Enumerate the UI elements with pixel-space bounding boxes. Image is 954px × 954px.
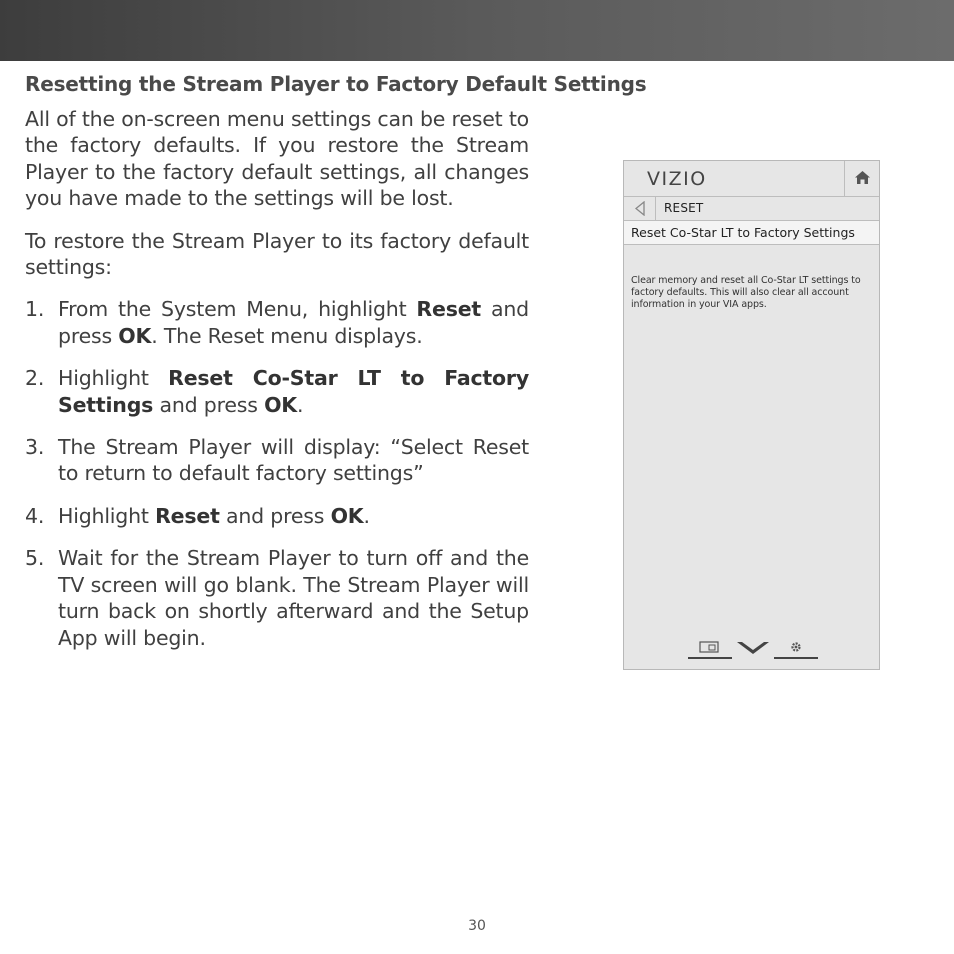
step-item: 1. From the System Menu, highlight Reset and press OK. The Reset menu displays.	[25, 297, 529, 348]
step-number: 5.	[25, 546, 45, 571]
lead-paragraph: To restore the Stream Player to its factory default settings:	[25, 228, 529, 280]
button-term: OK	[330, 503, 364, 528]
button-term: OK	[118, 323, 152, 348]
vizio-logo: VIZIO	[647, 168, 707, 190]
v-logo-icon	[736, 638, 770, 658]
step-item: 2. Highlight Reset Co-Star LT to Factory Settings and press OK.	[25, 366, 529, 417]
step-number: 4.	[25, 503, 45, 528]
header-bar	[0, 0, 954, 61]
instructions	[25, 106, 529, 667]
intro-paragraph: All of the on-screen menu settings can be reset to the factory defaults. If you restore the Stream Player to the factory default settings, all changes you have made to the settings will be lost.	[25, 107, 529, 211]
menu-term: Reset Co-Star LT to Factory Settings	[58, 366, 529, 417]
menu-title: RESET	[664, 201, 704, 215]
vizio-v-button[interactable]	[736, 638, 770, 659]
step-number: 2.	[25, 366, 45, 391]
page-number: 30	[468, 918, 486, 934]
menu-header	[624, 161, 879, 197]
menu-item-label: Reset Co-Star LT to Factory Settings	[631, 225, 855, 240]
step-number: 1.	[25, 297, 45, 322]
steps-list	[25, 296, 529, 650]
step-number: 3.	[25, 435, 45, 460]
home-icon	[854, 170, 871, 185]
menu-nav-row	[624, 197, 879, 221]
section-heading: Resetting the Stream Player to Factory Default Settings	[25, 72, 647, 96]
home-button[interactable]	[844, 161, 879, 196]
menu-item-reset-factory[interactable]	[624, 221, 879, 245]
menu-term: Reset	[155, 503, 220, 528]
back-button[interactable]	[624, 197, 656, 220]
menu-description: Clear memory and reset all Co-Star LT settings to factory defaults. This will also clear all account information in your VIA apps.	[631, 275, 861, 310]
gear-icon	[774, 638, 818, 657]
wide-button[interactable]	[688, 638, 732, 659]
wide-icon	[688, 638, 732, 657]
back-arrow-icon	[635, 201, 645, 216]
tv-menu-screenshot	[623, 160, 880, 670]
settings-button[interactable]	[774, 638, 818, 659]
step-item: 5. Wait for the Stream Player to turn off and the TV screen will go blank. The Stream Player will turn back on shortly afterward and the Setup App will begin.	[25, 546, 529, 650]
menu-term: Reset	[416, 297, 482, 322]
menu-footer	[688, 638, 818, 660]
button-term: OK	[264, 392, 297, 417]
step-item: 3. The Stream Player will display: “Select Reset to return to default factory settings”	[25, 435, 529, 486]
step-item: 4. Highlight Reset and press OK.	[25, 503, 370, 528]
